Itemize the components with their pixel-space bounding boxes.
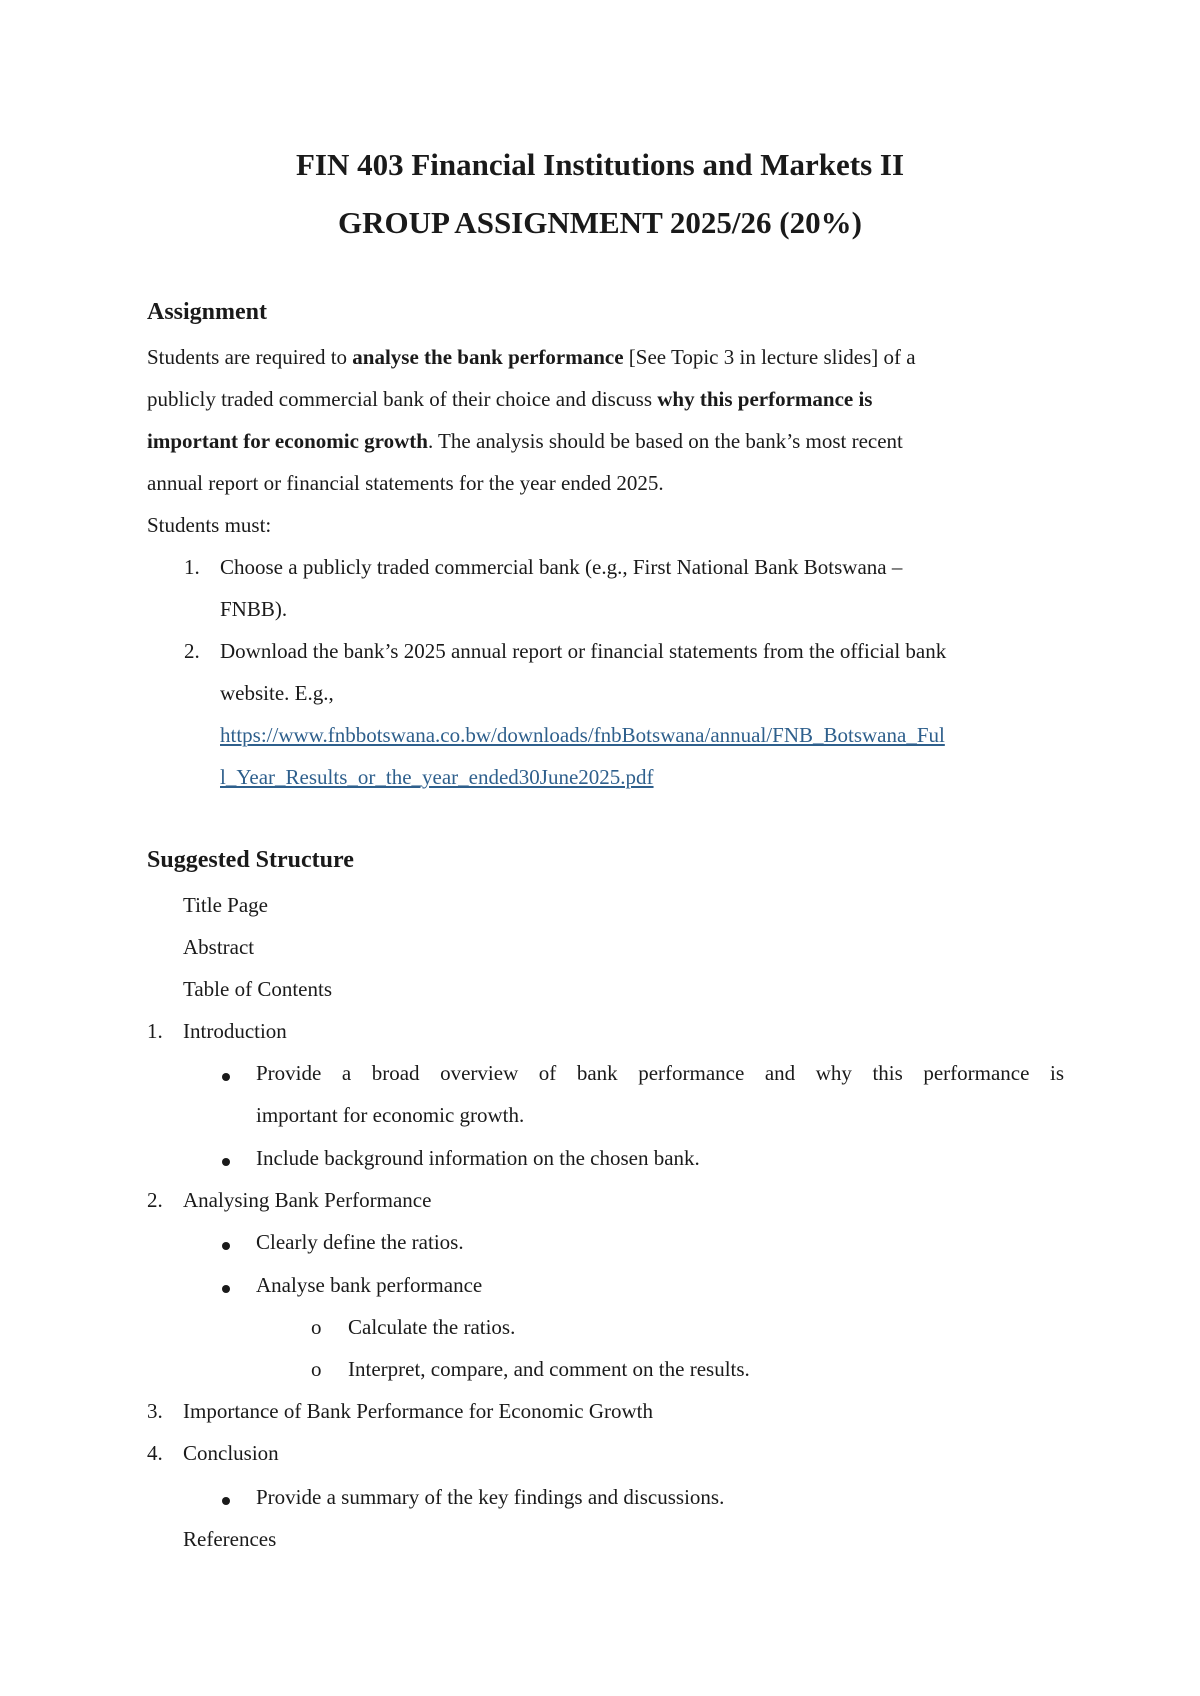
- analysing-sub-1: Calculate the ratios.: [348, 1315, 516, 1339]
- step-number: 2.: [184, 639, 200, 663]
- step-2-text-cont: website. E.g.,: [220, 681, 334, 705]
- structure-item-abstract: Abstract: [183, 935, 255, 959]
- conclusion-bullet-1: Provide a summary of the key findings and discussions.: [256, 1485, 725, 1509]
- step-number: 1.: [184, 555, 200, 579]
- assignment-paragraph-line: annual report or financial statements for the year ended 2025.: [147, 471, 664, 495]
- intro-bullet-2: Include background information on the chosen bank.: [256, 1146, 700, 1170]
- step-1-text-cont: FNBB).: [220, 597, 288, 621]
- assignment-paragraph-line: publicly traded commercial bank of their choice and discuss why this performance is: [147, 387, 873, 411]
- document-subtitle: GROUP ASSIGNMENT 2025/26 (20%): [338, 205, 862, 240]
- section-number: 4.: [147, 1441, 163, 1465]
- structure-item-references: References: [183, 1527, 277, 1551]
- section-introduction: Introduction: [183, 1019, 287, 1043]
- sub-bullet-icon: o: [311, 1315, 322, 1339]
- intro-bullet-1: Provide a broad overview of bank performance and why this performance is: [256, 1061, 1064, 1085]
- section-importance: Importance of Bank Performance for Economic Growth: [183, 1399, 653, 1423]
- analysing-sub-2: Interpret, compare, and comment on the results.: [348, 1357, 750, 1381]
- structure-item-title-page: Title Page: [183, 893, 268, 917]
- section-conclusion: Conclusion: [183, 1441, 279, 1465]
- section-analysing: Analysing Bank Performance: [183, 1188, 432, 1212]
- students-must-label: Students must:: [147, 513, 272, 537]
- bullet-icon: [222, 1497, 230, 1505]
- bullet-icon: [222, 1285, 230, 1293]
- step-1-text: Choose a publicly traded commercial bank (e.g., First National Bank Botswana –: [220, 555, 903, 579]
- annual-report-link[interactable]: https://www.fnbbotswana.co.bw/downloads/fnbBotswana/annual/FNB_Botswana_Ful: [220, 723, 945, 747]
- assignment-paragraph-line: Students are required to analyse the bank performance [See Topic 3 in lecture slides] of a: [147, 345, 916, 369]
- document-title: FIN 403 Financial Institutions and Markets II: [295, 147, 905, 182]
- annual-report-link-cont[interactable]: l_Year_Results_or_the_year_ended30June2025.pdf: [220, 765, 654, 789]
- assignment-heading: Assignment: [147, 299, 268, 325]
- analysing-bullet-2: Analyse bank performance: [256, 1273, 483, 1297]
- step-2-text: Download the bank’s 2025 annual report or financial statements from the official bank: [220, 639, 947, 663]
- structure-heading: Suggested Structure: [147, 847, 354, 873]
- section-number: 3.: [147, 1399, 163, 1423]
- section-number: 1.: [147, 1019, 163, 1043]
- sub-bullet-icon: o: [311, 1357, 322, 1381]
- section-number: 2.: [147, 1188, 163, 1212]
- bullet-icon: [222, 1073, 230, 1081]
- bullet-icon: [222, 1242, 230, 1250]
- structure-item-toc: Table of Contents: [183, 977, 332, 1001]
- assignment-paragraph-line: important for economic growth. The analysis should be based on the bank’s most recent: [147, 429, 903, 453]
- bullet-icon: [222, 1158, 230, 1166]
- analysing-bullet-1: Clearly define the ratios.: [256, 1230, 464, 1254]
- intro-bullet-1-cont: important for economic growth.: [256, 1103, 525, 1127]
